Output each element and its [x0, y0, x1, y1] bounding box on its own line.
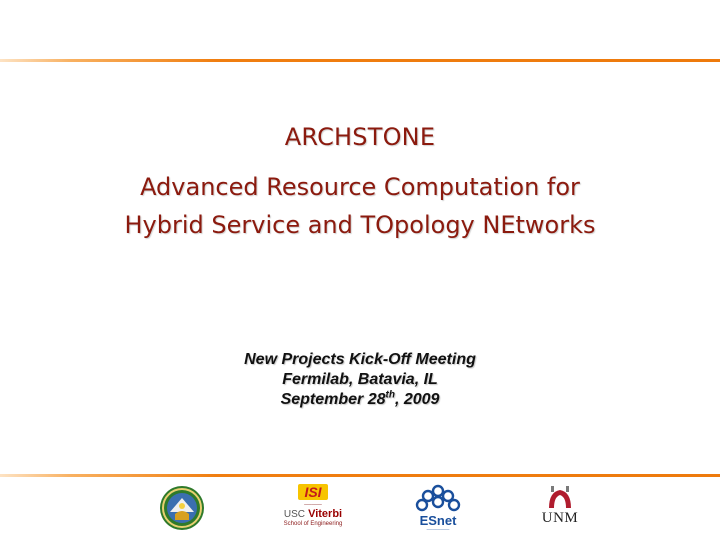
meeting-date-main: September 28 — [280, 391, 386, 408]
meeting-location: Fermilab, Batavia, IL — [282, 371, 438, 388]
subtitle-line-1: Advanced Resource Computation for — [140, 173, 580, 201]
unm-logo — [534, 484, 586, 532]
meeting-date — [0, 390, 720, 410]
isi-wordmark: ISI — [298, 484, 327, 500]
project-acronym: ARCHSTONE — [284, 123, 436, 151]
doe-seal-icon — [156, 484, 208, 532]
meeting-date-year: , 2009 — [394, 391, 440, 408]
esnet-logo — [408, 484, 468, 532]
esnet-tagline-graphic: ──────── — [426, 527, 450, 532]
isi-usc-viterbi-logo — [280, 484, 346, 532]
top-divider-rule — [0, 59, 720, 62]
doe-seal-logo — [156, 484, 208, 532]
subtitle-line-2: Hybrid Service and TOpology NEtworks — [124, 211, 596, 239]
esnet-wordmark: ESnet — [419, 513, 457, 528]
meeting-date-suffix: th — [385, 389, 395, 401]
unm-zia-icon — [545, 484, 575, 510]
title-block — [0, 120, 720, 244]
unm-wordmark: UNM — [541, 510, 579, 526]
school-of-engineering-label: School of Engineering — [283, 521, 343, 527]
usc-viterbi-wordmark — [280, 508, 346, 521]
project-subtitle — [0, 168, 720, 244]
isi-tagline-graphic: ───── — [304, 502, 322, 508]
usc-prefix: USC — [283, 509, 306, 520]
bottom-divider-rule — [0, 474, 720, 477]
meeting-info — [0, 350, 720, 410]
viterbi-name: Viterbi — [308, 508, 343, 520]
meeting-name: New Projects Kick-Off Meeting — [244, 351, 476, 368]
esnet-rings-icon — [410, 484, 466, 514]
